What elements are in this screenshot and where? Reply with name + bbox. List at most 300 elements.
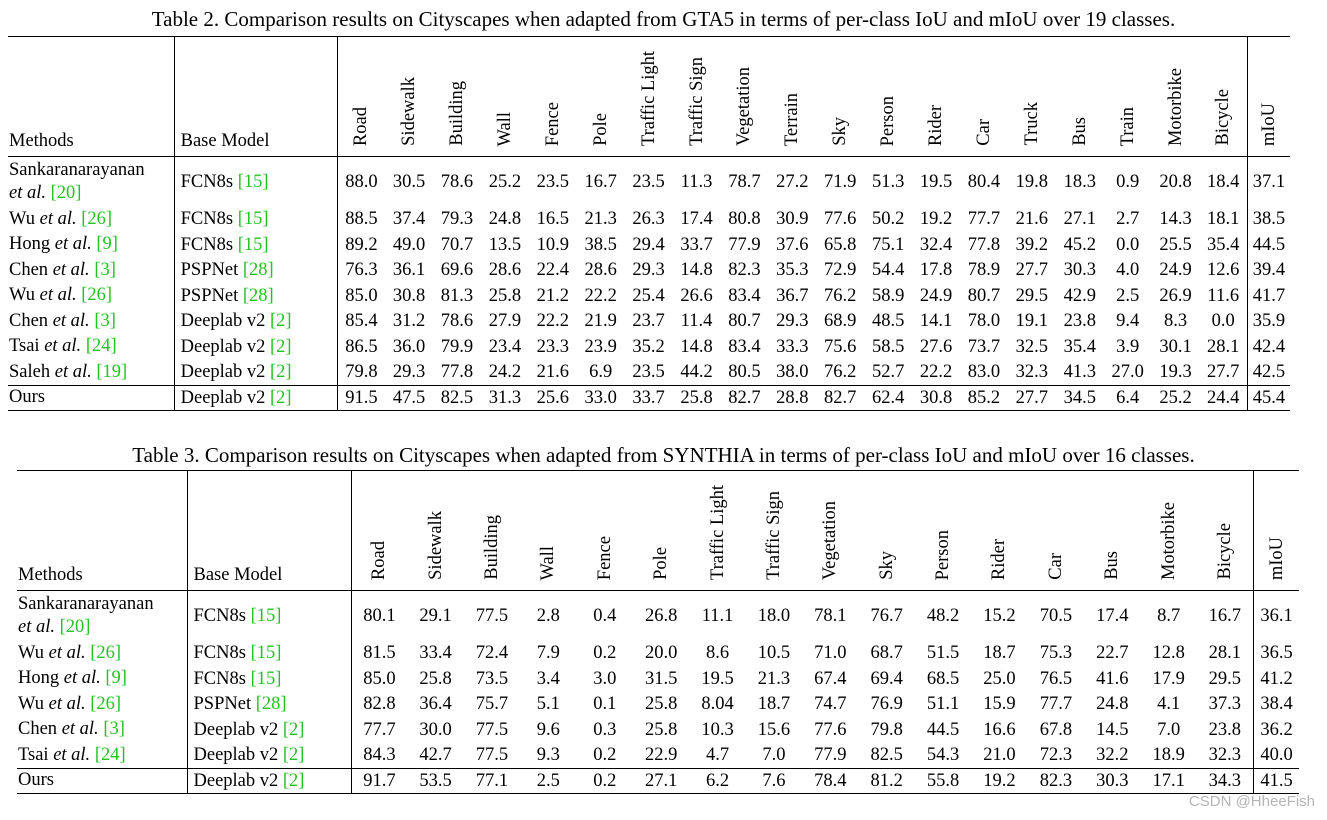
iou-cell: 77.7 bbox=[967, 209, 1001, 230]
miou-label: mIoU bbox=[1266, 536, 1287, 580]
iou-cell: 79.8 bbox=[337, 360, 385, 386]
iou-cell: 24.8 bbox=[1096, 694, 1129, 715]
iou-cell: 9.4 bbox=[1116, 311, 1140, 332]
iou-cell: 80.4 bbox=[967, 171, 1001, 192]
iou-cell: 35.3 bbox=[776, 260, 809, 281]
iou-cell: 18.1 bbox=[1207, 209, 1240, 230]
class-label: Sky bbox=[876, 551, 897, 580]
method-cell bbox=[8, 334, 174, 360]
method-etal: et al. bbox=[63, 668, 101, 689]
header-row bbox=[8, 37, 1290, 157]
citation-link: [26] bbox=[90, 642, 122, 663]
iou-cell: 28.1 bbox=[1208, 643, 1241, 664]
iou-cell: 86.5 bbox=[337, 334, 385, 360]
iou-cell: 10.9 bbox=[536, 234, 569, 255]
iou-cell: 78.6 bbox=[440, 311, 474, 332]
method-cell bbox=[8, 309, 174, 335]
iou-cell: 15.2 bbox=[983, 605, 1016, 626]
iou-cell: 28.1 bbox=[1207, 336, 1240, 357]
iou-cell: 19.8 bbox=[1015, 171, 1049, 192]
iou-cell: 79.9 bbox=[440, 336, 474, 357]
base-model-name: PSPNet bbox=[180, 260, 243, 281]
method-cell bbox=[17, 591, 187, 641]
iou-cell: 82.3 bbox=[1039, 770, 1073, 791]
iou-cell: 83.0 bbox=[967, 362, 1001, 382]
citation-link: [2] bbox=[270, 311, 292, 332]
method-name: Sankaranarayanan bbox=[9, 159, 145, 180]
citation-link: [28] bbox=[255, 694, 287, 715]
base-model-cell bbox=[174, 258, 337, 284]
iou-cell: 80.7 bbox=[728, 311, 761, 332]
iou-cell: 32.4 bbox=[919, 234, 953, 255]
iou-cell: 78.6 bbox=[440, 171, 474, 192]
iou-cell: 19.5 bbox=[701, 668, 734, 689]
iou-cell: 21.6 bbox=[536, 362, 569, 382]
table-row bbox=[17, 717, 1299, 743]
iou-cell: 0.2 bbox=[593, 745, 617, 765]
iou-cell: 25.8 bbox=[680, 387, 713, 408]
iou-cell: 22.2 bbox=[919, 362, 953, 382]
iou-cell: 77.9 bbox=[728, 234, 761, 255]
iou-cell: 4.0 bbox=[1116, 260, 1140, 281]
citation-link: [26] bbox=[81, 208, 113, 229]
table3 bbox=[17, 470, 1299, 794]
iou-cell: 15.9 bbox=[983, 694, 1016, 715]
class-label: Sidewalk bbox=[425, 511, 446, 580]
method-etal: et al. bbox=[9, 182, 46, 203]
table-row bbox=[8, 309, 1290, 335]
iou-cell: 38.0 bbox=[776, 362, 809, 382]
iou-cell: 23.9 bbox=[584, 336, 617, 357]
table2-caption: Table 2. Comparison results on Cityscapes when adapted from GTA5 in terms of per-class IoU and mIoU over 19 classes. bbox=[151, 7, 1176, 31]
iou-cell: 77.6 bbox=[824, 209, 857, 230]
iou-cell: 91.5 bbox=[337, 385, 385, 411]
base-model-name: Deeplab v2 bbox=[193, 770, 283, 791]
iou-cell: 44.5 bbox=[926, 719, 960, 740]
base-model-name: Deeplab v2 bbox=[193, 719, 283, 740]
iou-cell: 83.4 bbox=[728, 285, 761, 306]
iou-cell: 72.4 bbox=[475, 643, 509, 664]
col-header-class bbox=[673, 37, 721, 157]
iou-cell: 29.3 bbox=[632, 260, 665, 281]
iou-cell: 28.6 bbox=[584, 260, 617, 281]
iou-cell: 25.8 bbox=[644, 719, 678, 740]
iou-cell: 65.8 bbox=[824, 234, 857, 255]
iou-cell: 35.4 bbox=[1063, 336, 1096, 357]
miou-cell: 41.2 bbox=[1253, 666, 1299, 692]
base-model-name: PSPNet bbox=[193, 694, 256, 715]
method-name: Tsai bbox=[18, 744, 54, 765]
miou-cell: 41.7 bbox=[1247, 283, 1290, 309]
citation-link: [2] bbox=[270, 336, 292, 357]
iou-cell: 54.4 bbox=[871, 260, 905, 281]
iou-cell: 0.2 bbox=[593, 643, 617, 664]
iou-cell: 25.0 bbox=[983, 668, 1016, 689]
method-cell bbox=[8, 258, 174, 284]
col-header-class bbox=[1084, 471, 1140, 591]
class-label: Fence bbox=[594, 535, 615, 580]
iou-cell: 16.6 bbox=[983, 719, 1016, 740]
class-label: Road bbox=[369, 540, 390, 580]
citation-link: [15] bbox=[250, 643, 282, 664]
iou-cell: 77.8 bbox=[440, 362, 474, 382]
iou-cell: 68.5 bbox=[926, 668, 960, 689]
iou-cell: 2.8 bbox=[536, 605, 560, 626]
col-header-class bbox=[1104, 37, 1152, 157]
base-model-cell bbox=[187, 666, 351, 692]
iou-cell: 53.5 bbox=[419, 770, 452, 791]
method-etal: et al. bbox=[48, 642, 86, 663]
col-header-class bbox=[407, 471, 463, 591]
iou-cell: 25.8 bbox=[644, 694, 678, 715]
miou-cell: 36.2 bbox=[1253, 717, 1299, 743]
base-model-cell bbox=[174, 232, 337, 258]
table-row bbox=[8, 283, 1290, 309]
class-label: Person bbox=[933, 529, 954, 580]
col-header-class bbox=[577, 471, 633, 591]
iou-cell: 68.7 bbox=[870, 643, 903, 664]
iou-cell: 69.4 bbox=[870, 668, 903, 689]
iou-cell: 36.1 bbox=[392, 260, 426, 281]
iou-cell: 17.9 bbox=[1152, 668, 1185, 689]
iou-cell: 77.9 bbox=[814, 745, 847, 765]
iou-cell: 21.3 bbox=[757, 668, 791, 689]
iou-cell: 58.5 bbox=[871, 336, 905, 357]
iou-cell: 12.8 bbox=[1152, 643, 1185, 664]
iou-cell: 17.4 bbox=[1096, 605, 1129, 626]
iou-cell: 21.9 bbox=[584, 311, 617, 332]
citation-link: [2] bbox=[282, 719, 305, 740]
class-label: Building bbox=[446, 81, 467, 146]
iou-cell: 75.6 bbox=[824, 336, 857, 357]
iou-cell: 19.5 bbox=[919, 171, 953, 192]
iou-cell: 82.7 bbox=[824, 387, 857, 408]
iou-cell: 77.5 bbox=[475, 719, 509, 740]
iou-cell: 8.6 bbox=[705, 643, 730, 664]
iou-cell: 67.4 bbox=[814, 668, 847, 689]
iou-cell: 9.6 bbox=[536, 719, 560, 740]
iou-cell: 0.0 bbox=[1116, 234, 1140, 255]
col-header-class bbox=[720, 37, 768, 157]
iou-cell: 79.3 bbox=[440, 209, 474, 230]
iou-cell: 19.2 bbox=[919, 209, 953, 230]
iou-cell: 31.3 bbox=[488, 387, 522, 408]
class-label: Fence bbox=[542, 101, 563, 146]
method-etal: et al. bbox=[52, 259, 90, 280]
iou-cell: 25.5 bbox=[1159, 234, 1192, 255]
class-label: Sky bbox=[830, 117, 851, 146]
table-row bbox=[17, 743, 1299, 769]
iou-cell: 71.0 bbox=[814, 643, 847, 664]
iou-cell: 77.1 bbox=[475, 770, 509, 791]
iou-cell: 25.8 bbox=[488, 285, 522, 306]
iou-cell: 2.7 bbox=[1116, 209, 1140, 230]
iou-cell: 6.4 bbox=[1116, 387, 1140, 408]
citation-link: [26] bbox=[81, 285, 113, 306]
iou-cell: 81.3 bbox=[440, 285, 474, 306]
iou-cell: 9.3 bbox=[536, 745, 560, 765]
iou-cell: 76.2 bbox=[824, 362, 857, 382]
iou-cell: 39.2 bbox=[1015, 234, 1049, 255]
class-label: Pole bbox=[590, 113, 611, 146]
method-cell bbox=[17, 692, 187, 718]
iou-cell: 23.8 bbox=[1208, 719, 1241, 740]
iou-cell: 85.0 bbox=[337, 283, 385, 309]
base-model-cell bbox=[174, 334, 337, 360]
iou-cell: 37.6 bbox=[776, 234, 809, 255]
iou-cell: 35.2 bbox=[632, 336, 665, 357]
iou-cell: 29.5 bbox=[1015, 285, 1049, 306]
iou-cell: 20.0 bbox=[644, 643, 678, 664]
iou-cell: 8.7 bbox=[1157, 605, 1181, 626]
class-label: Rider bbox=[989, 538, 1010, 580]
iou-cell: 14.8 bbox=[680, 260, 713, 281]
class-label: Traffic Sign bbox=[763, 491, 784, 580]
iou-cell: 28.6 bbox=[488, 260, 522, 281]
iou-cell: 78.1 bbox=[814, 605, 847, 626]
class-label: Person bbox=[878, 95, 899, 146]
method-cell bbox=[8, 232, 174, 258]
iou-cell: 0.2 bbox=[593, 770, 617, 791]
iou-cell: 76.2 bbox=[824, 285, 857, 306]
base-model-cell bbox=[187, 768, 351, 794]
base-model-cell bbox=[187, 692, 351, 718]
iou-cell: 25.6 bbox=[536, 387, 569, 408]
iou-cell: 14.5 bbox=[1096, 719, 1129, 740]
citation-link: [2] bbox=[282, 770, 305, 791]
method-etal: et al. bbox=[44, 336, 82, 357]
method-cell bbox=[8, 283, 174, 309]
iou-cell: 84.3 bbox=[351, 743, 407, 769]
iou-cell: 37.4 bbox=[392, 209, 426, 230]
iou-cell: 77.7 bbox=[1039, 694, 1073, 715]
method-name: Wu bbox=[9, 208, 40, 229]
table-row bbox=[8, 334, 1290, 360]
iou-cell: 25.8 bbox=[419, 668, 452, 689]
iou-cell: 30.0 bbox=[419, 719, 452, 740]
iou-cell: 0.0 bbox=[1211, 311, 1235, 332]
iou-cell: 62.4 bbox=[871, 387, 905, 408]
method-name: Hong bbox=[9, 234, 55, 255]
iou-cell: 29.3 bbox=[392, 362, 426, 382]
iou-cell: 23.4 bbox=[488, 336, 522, 357]
iou-cell: 22.2 bbox=[536, 311, 569, 332]
class-label: Truck bbox=[1021, 102, 1042, 146]
iou-cell: 44.2 bbox=[680, 362, 713, 382]
iou-cell: 83.4 bbox=[728, 336, 761, 357]
iou-cell: 42.7 bbox=[419, 745, 452, 765]
base-model-cell bbox=[187, 743, 351, 769]
table-row bbox=[8, 157, 1290, 207]
base-model-name: FCN8s bbox=[193, 668, 251, 689]
iou-cell: 25.2 bbox=[1159, 387, 1192, 408]
iou-cell: 21.2 bbox=[536, 285, 569, 306]
iou-cell: 11.1 bbox=[701, 605, 734, 626]
iou-cell: 4.7 bbox=[705, 745, 730, 765]
citation-link: [15] bbox=[250, 668, 282, 689]
miou-cell: 38.5 bbox=[1247, 207, 1290, 233]
iou-cell: 32.3 bbox=[1015, 362, 1049, 382]
iou-cell: 68.9 bbox=[824, 311, 857, 332]
iou-cell: 25.4 bbox=[632, 285, 665, 306]
iou-cell: 48.2 bbox=[926, 605, 960, 626]
iou-cell: 10.5 bbox=[757, 643, 791, 664]
iou-cell: 22.7 bbox=[1096, 643, 1129, 664]
col-header-class bbox=[768, 37, 816, 157]
col-header-class bbox=[864, 37, 912, 157]
iou-cell: 82.7 bbox=[728, 387, 761, 408]
method-name: Chen bbox=[9, 310, 53, 331]
iou-cell: 32.5 bbox=[1015, 336, 1049, 357]
iou-cell: 2.5 bbox=[1116, 285, 1140, 306]
base-model-cell bbox=[187, 641, 351, 667]
class-label: Bicycle bbox=[1214, 523, 1235, 580]
iou-cell: 34.5 bbox=[1063, 387, 1096, 408]
method-etal: et al. bbox=[18, 616, 55, 637]
iou-cell: 23.5 bbox=[632, 362, 665, 382]
iou-cell: 14.3 bbox=[1159, 209, 1192, 230]
method-name: Wu bbox=[9, 285, 40, 306]
iou-cell: 73.5 bbox=[475, 668, 509, 689]
iou-cell: 71.9 bbox=[824, 171, 857, 192]
iou-cell: 22.2 bbox=[584, 285, 617, 306]
miou-cell: 42.4 bbox=[1247, 334, 1290, 360]
col-header-class bbox=[971, 471, 1027, 591]
iou-cell: 17.4 bbox=[680, 209, 713, 230]
method-cell bbox=[8, 157, 174, 207]
class-label: Rider bbox=[926, 104, 947, 146]
miou-cell: 37.1 bbox=[1247, 157, 1290, 207]
table-row bbox=[17, 666, 1299, 692]
col-header-class bbox=[464, 471, 520, 591]
iou-cell: 49.0 bbox=[392, 234, 426, 255]
iou-cell: 19.2 bbox=[983, 770, 1016, 791]
iou-cell: 18.9 bbox=[1152, 745, 1185, 765]
method-etal: et al. bbox=[52, 310, 90, 331]
miou-cell: 38.4 bbox=[1253, 692, 1299, 718]
iou-cell: 31.2 bbox=[392, 311, 426, 332]
citation-link: [2] bbox=[282, 745, 305, 765]
iou-cell: 23.8 bbox=[1063, 311, 1096, 332]
iou-cell: 7.6 bbox=[762, 770, 786, 791]
iou-cell: 27.1 bbox=[1063, 209, 1096, 230]
iou-cell: 72.9 bbox=[824, 260, 857, 281]
col-header-miou bbox=[1247, 37, 1290, 157]
class-label: Traffic Light bbox=[638, 50, 659, 146]
iou-cell: 36.0 bbox=[392, 336, 426, 357]
base-model-name: Deeplab v2 bbox=[180, 387, 271, 408]
iou-cell: 51.5 bbox=[926, 643, 960, 664]
iou-cell: 27.1 bbox=[644, 770, 678, 791]
iou-cell: 24.9 bbox=[919, 285, 953, 306]
citation-link: [20] bbox=[50, 182, 82, 203]
method-etal: et al. bbox=[54, 361, 92, 382]
iou-cell: 30.1 bbox=[1159, 336, 1192, 357]
base-model-name: Deeplab v2 bbox=[180, 336, 271, 357]
citation-link: [24] bbox=[85, 336, 117, 357]
citation-link: [28] bbox=[242, 285, 274, 306]
method-cell bbox=[8, 360, 174, 386]
col-header-class bbox=[859, 471, 915, 591]
iou-cell: 4.1 bbox=[1157, 694, 1181, 715]
method-cell bbox=[17, 743, 187, 769]
col-header-class bbox=[625, 37, 673, 157]
method-cell bbox=[17, 641, 187, 667]
miou-cell: 41.5 bbox=[1253, 768, 1299, 794]
iou-cell: 25.2 bbox=[488, 171, 522, 192]
col-header-base-model: Base Model bbox=[187, 471, 351, 591]
method-name: Ours bbox=[18, 770, 54, 791]
method-name: Wu bbox=[18, 642, 49, 663]
iou-cell: 18.0 bbox=[757, 605, 791, 626]
iou-cell: 36.7 bbox=[776, 285, 809, 306]
iou-cell: 77.8 bbox=[967, 234, 1001, 255]
iou-cell: 73.7 bbox=[967, 336, 1001, 357]
iou-cell: 26.8 bbox=[644, 605, 678, 626]
iou-cell: 7.9 bbox=[536, 643, 560, 664]
col-header-class bbox=[1197, 471, 1253, 591]
col-header-miou bbox=[1253, 471, 1299, 591]
method-etal: et al. bbox=[39, 208, 77, 229]
col-header-class bbox=[577, 37, 625, 157]
class-label: Vegetation bbox=[734, 66, 755, 146]
iou-cell: 33.3 bbox=[776, 336, 809, 357]
iou-cell: 78.0 bbox=[967, 311, 1001, 332]
miou-cell: 36.5 bbox=[1253, 641, 1299, 667]
class-label: Sidewalk bbox=[399, 77, 420, 146]
iou-cell: 20.8 bbox=[1159, 171, 1192, 192]
iou-cell: 26.9 bbox=[1159, 285, 1192, 306]
iou-cell: 17.8 bbox=[919, 260, 953, 281]
citation-link: [15] bbox=[237, 209, 269, 230]
class-label: Motorbike bbox=[1165, 67, 1186, 146]
iou-cell: 82.5 bbox=[870, 745, 903, 765]
iou-cell: 30.5 bbox=[392, 171, 426, 192]
iou-cell: 88.0 bbox=[337, 157, 385, 207]
base-model-name: FCN8s bbox=[193, 643, 251, 664]
iou-cell: 76.5 bbox=[1039, 668, 1073, 689]
table-row bbox=[17, 591, 1299, 641]
iou-cell: 33.7 bbox=[632, 387, 665, 408]
table3-caption: Table 3. Comparison results on Cityscapes when adapted from SYNTHIA in terms of per-class IoU and mIoU over 16 classes. bbox=[132, 443, 1195, 467]
iou-cell: 33.7 bbox=[680, 234, 713, 255]
class-label: Train bbox=[1117, 106, 1138, 146]
base-model-cell bbox=[187, 591, 351, 641]
iou-cell: 35.4 bbox=[1207, 234, 1240, 255]
col-header-class bbox=[746, 471, 802, 591]
iou-cell: 29.5 bbox=[1208, 668, 1241, 689]
method-name: Ours bbox=[9, 387, 45, 408]
iou-cell: 51.1 bbox=[926, 694, 960, 715]
iou-cell: 69.6 bbox=[440, 260, 474, 281]
col-header-class bbox=[802, 471, 858, 591]
iou-cell: 42.9 bbox=[1063, 285, 1096, 306]
iou-cell: 91.7 bbox=[351, 768, 407, 794]
miou-cell: 36.1 bbox=[1253, 591, 1299, 641]
iou-cell: 30.3 bbox=[1063, 260, 1096, 281]
miou-cell: 45.4 bbox=[1247, 385, 1290, 411]
method-name: Chen bbox=[9, 259, 53, 280]
method-name: Sankaranarayanan bbox=[18, 593, 154, 614]
iou-cell: 38.5 bbox=[584, 234, 617, 255]
class-label: Motorbike bbox=[1158, 501, 1179, 580]
iou-cell: 80.5 bbox=[728, 362, 761, 382]
iou-cell: 23.3 bbox=[536, 336, 569, 357]
col-header-class bbox=[633, 471, 689, 591]
iou-cell: 28.8 bbox=[776, 387, 809, 408]
col-header-base-model: Base Model bbox=[174, 37, 337, 157]
iou-cell: 58.9 bbox=[871, 285, 905, 306]
